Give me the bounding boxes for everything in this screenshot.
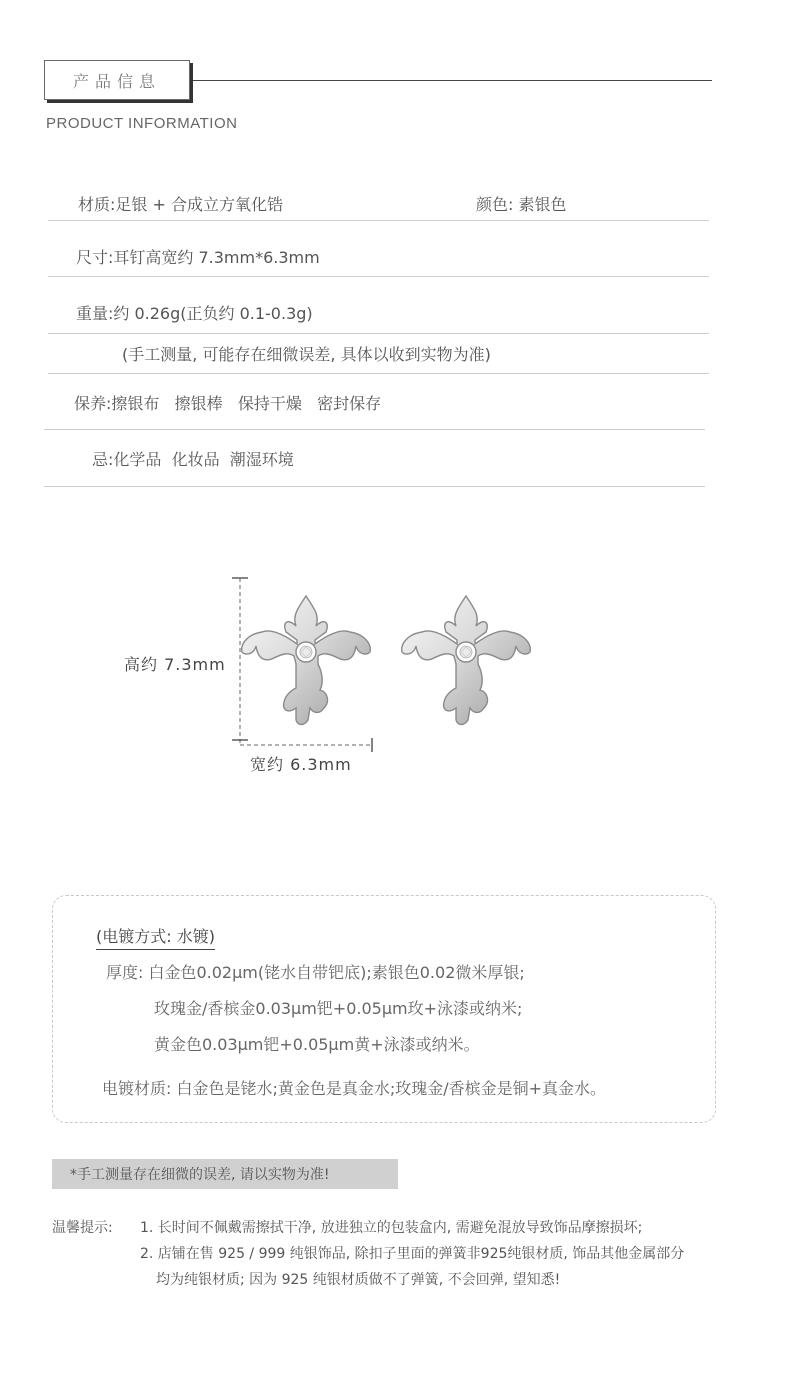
plating-thickness-line: 玫瑰金/香槟金0.03μm钯+0.05μm玫+泳漆或纳米; (154, 999, 523, 1018)
spec-divider (48, 333, 709, 334)
spec-divider (44, 429, 705, 430)
spec-care: 保养:擦银布 擦银棒 保持干燥 密封保存 (74, 394, 382, 413)
product-figure (0, 560, 800, 790)
spec-divider (48, 373, 709, 374)
earring-left-icon (242, 596, 371, 725)
spec-color: 颜色: 素银色 (476, 195, 567, 214)
title-divider (193, 80, 712, 81)
spec-avoid: 忌:化学品 化妆品 潮湿环境 (92, 450, 294, 469)
plating-thickness-line: 厚度: 白金色0.02μm(铑水自带钯底);素银色0.02微米厚银; (106, 963, 525, 982)
height-label: 高约 7.3mm (124, 655, 226, 674)
tips-item-2-continued: 均为纯银材质; 因为 925 纯银材质做不了弹簧, 不会回弹, 望知悉! (156, 1272, 561, 1288)
width-label: 宽约 6.3mm (250, 755, 352, 774)
tips-item-1: 1. 长时间不佩戴需擦拭干净, 放进独立的包装盒内, 需避免混放导致饰品摩擦损坏; (140, 1220, 643, 1236)
plating-thickness-line: 黄金色0.03μm钯+0.05μm黄+泳漆或纳米。 (154, 1035, 480, 1054)
measurement-notice-text: *手工测量存在细微的误差, 请以实物为准! (70, 1167, 330, 1183)
tips-label: 温馨提示: (52, 1220, 113, 1236)
section-subtitle: PRODUCT INFORMATION (46, 115, 238, 132)
plating-material-line: 电镀材质: 白金色是铑水;黄金色是真金水;玫瑰金/香槟金是铜+真金水。 (102, 1079, 607, 1098)
spec-size: 尺寸:耳钉高宽约 7.3mm*6.3mm (76, 248, 320, 267)
plating-heading: (电镀方式: 水镀) (96, 924, 215, 950)
section-title-box (44, 60, 190, 100)
spec-divider (44, 486, 705, 487)
spec-weight: 重量:约 0.26g(正负约 0.1-0.3g) (76, 304, 313, 323)
tips-item-2: 2. 店铺在售 925 / 999 纯银饰品, 除扣子里面的弹簧非925纯银材质, 饰品其他金属部分 (140, 1246, 685, 1262)
spec-divider (48, 276, 709, 277)
earring-right-icon (402, 596, 531, 725)
spec-weight-note: (手工测量, 可能存在细微误差, 具体以收到实物为准) (122, 345, 491, 364)
spec-material: 材质:足银 + 合成立方氧化锆 (78, 195, 283, 214)
measurement-notice-banner (52, 1159, 398, 1189)
section-title: 产品信息 (72, 71, 161, 91)
spec-divider (48, 220, 709, 221)
